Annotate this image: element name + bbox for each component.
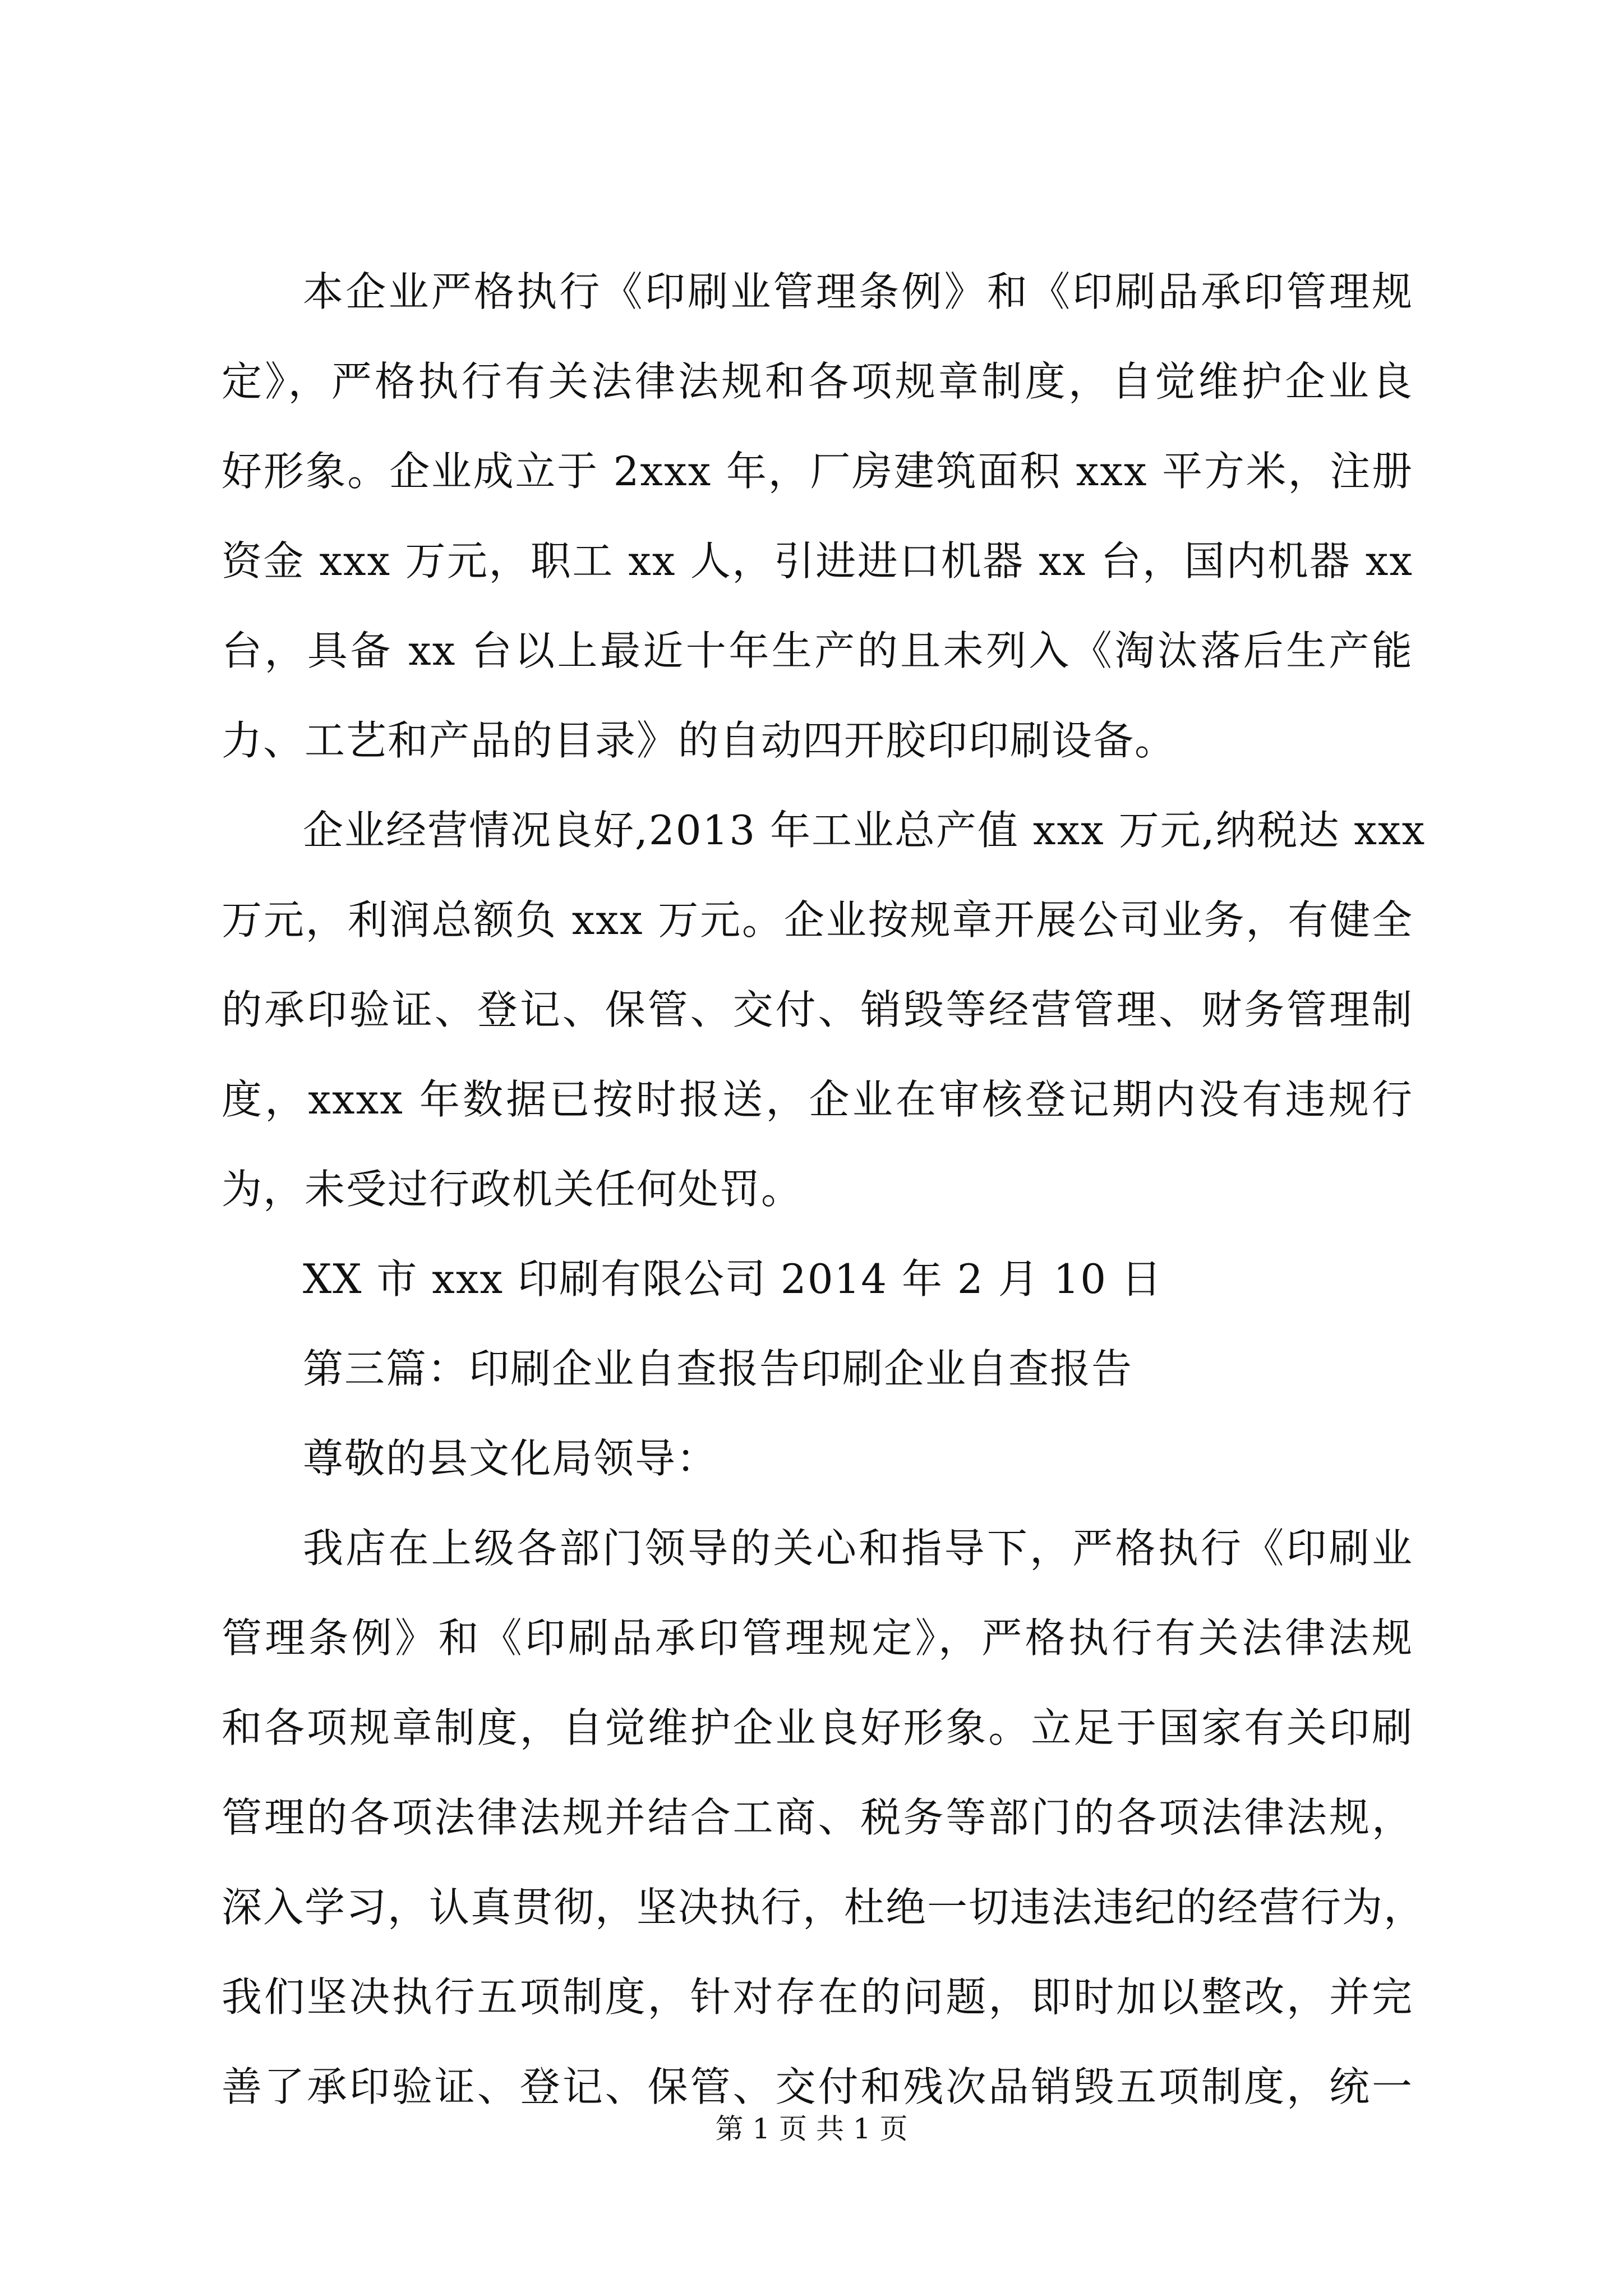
- paragraph-line: 资金 xxx 万元，职工 xx 人，引进进口机器 xx 台，国内机器 xx: [222, 537, 1413, 585]
- paragraph-line: 度，xxxx 年数据已按时报送，企业在审核登记期内没有违规行: [222, 1076, 1413, 1123]
- paragraph-line: 好形象。企业成立于 2xxx 年，厂房建筑面积 xxx 平方米，注册: [222, 448, 1413, 495]
- paragraph-line: 和各项规章制度，自觉维护企业良好形象。立足于国家有关印刷: [222, 1704, 1413, 1751]
- paragraph-line: 万元，利润总额负 xxx 万元。企业按规章开展公司业务，有健全: [222, 896, 1413, 944]
- paragraph-first-line: 我店在上级各部门领导的关心和指导下，严格执行《印刷业: [303, 1525, 1413, 1572]
- paragraph-line: 力、工艺和产品的目录》的自动四开胶印印刷设备。: [222, 717, 1177, 764]
- paragraph-first-line: XX 市 xxx 印刷有限公司 2014 年 2 月 10 日: [303, 1255, 1163, 1303]
- paragraph-line: 管理条例》和《印刷品承印管理规定》，严格执行有关法律法规: [222, 1614, 1413, 1662]
- paragraph-line: 台，具备 xx 台以上最近十年生产的且未列入《淘汰落后生产能: [222, 627, 1413, 674]
- paragraph-first-line: 本企业严格执行《印刷业管理条例》和《印刷品承印管理规: [303, 268, 1413, 315]
- paragraph-line: 的承印验证、登记、保管、交付、销毁等经营管理、财务管理制: [222, 986, 1413, 1033]
- paragraph-line: 我们坚决执行五项制度，针对存在的问题，即时加以整改，并完: [222, 1973, 1413, 2021]
- paragraph-first-line: 企业经营情况良好,2013 年工业总产值 xxx 万元,纳税达 xxx: [303, 807, 1426, 854]
- paragraph-line: 深入学习，认真贯彻，坚决执行，杜绝一切违法违纪的经营行为，: [222, 1884, 1426, 1931]
- page-number-footer: 第 1 页 共 1 页: [715, 2113, 908, 2145]
- paragraph-line: 定》，严格执行有关法律法规和各项规章制度，自觉维护企业良: [222, 358, 1413, 405]
- paragraph-line: 为，未受过行政机关任何处罚。: [222, 1166, 803, 1213]
- paragraph-first-line: 第三篇：印刷企业自查报告印刷企业自查报告: [303, 1345, 1133, 1392]
- paragraph-line: 管理的各项法律法规并结合工商、税务等部门的各项法律法规，: [222, 1794, 1413, 1841]
- paragraph-first-line: 尊敬的县文化局领导：: [303, 1435, 718, 1482]
- paragraph-line: 善了承印验证、登记、保管、交付和残次品销毁五项制度，统一: [222, 2063, 1413, 2110]
